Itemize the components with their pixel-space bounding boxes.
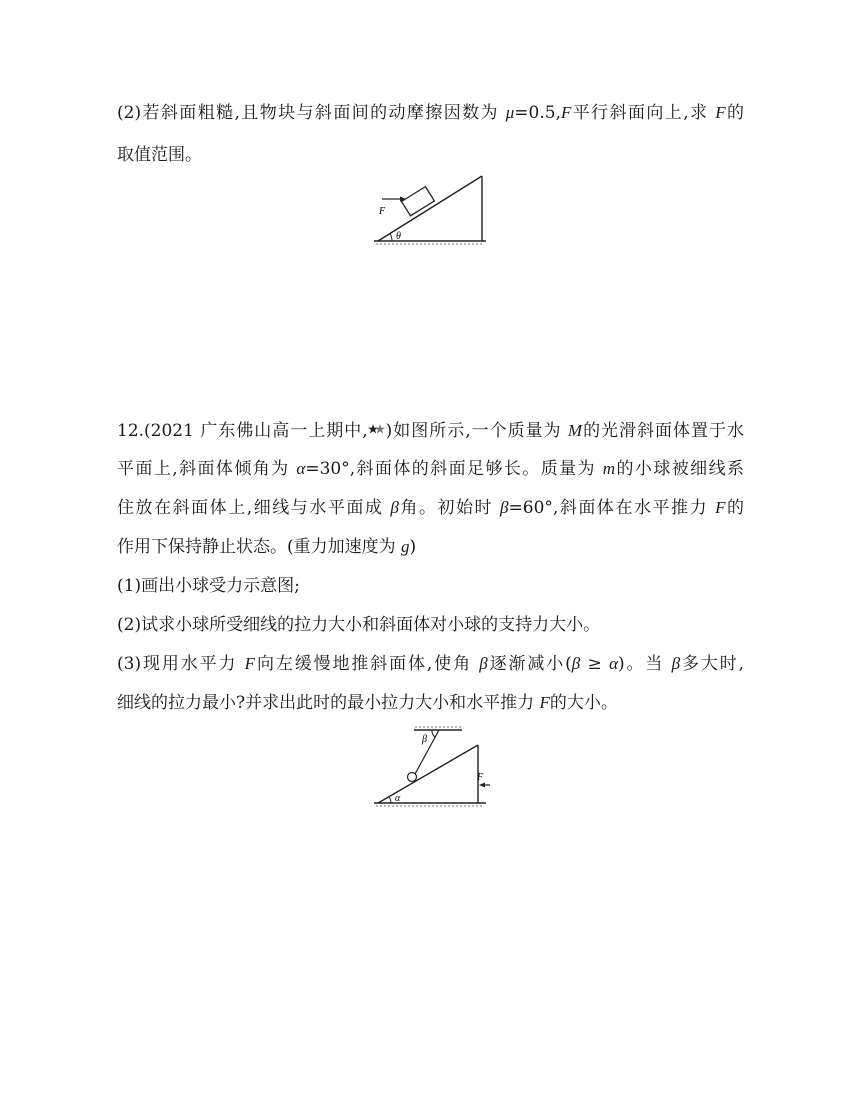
text: 细线的拉力最小?并求出此时的最小拉力大小和水平推力 <box>117 693 540 713</box>
text: 平行斜面向上,求 <box>571 103 716 123</box>
alpha-symbol: α <box>296 459 306 478</box>
ball <box>408 773 417 782</box>
text: )。当 <box>618 654 672 674</box>
incline-slope <box>378 176 482 241</box>
prev-part2-line2: 取值范围。 <box>117 145 202 165</box>
string <box>415 730 439 774</box>
incline-ball-figure <box>370 725 490 810</box>
beta-arc <box>432 730 435 737</box>
p12-question3-line1 <box>117 652 744 676</box>
alpha-arc <box>389 797 391 803</box>
incline-slope <box>378 745 478 803</box>
text: 角。初始时 <box>398 498 501 518</box>
force-symbol: F <box>715 498 726 517</box>
beta-symbol: β <box>390 498 399 517</box>
p12-question2: (2)试求小球所受细线的拉力大小和斜面体对小球的支持力大小。 <box>117 615 601 635</box>
beta-symbol: β <box>479 654 488 673</box>
beta-symbol: β <box>571 654 581 673</box>
g-symbol: g <box>401 537 410 556</box>
text: 逐渐减小( <box>487 654 572 674</box>
push-force-label: F <box>477 772 484 783</box>
text: 如图所示,一个质量为 <box>392 421 568 441</box>
push-arrowhead <box>479 783 485 788</box>
text: ) <box>409 537 417 557</box>
p12-line1 <box>117 419 744 444</box>
text: 的小球被细线系 <box>615 459 745 479</box>
text: 作用下保持静止状态。(重力加速度为 <box>117 537 402 557</box>
beta-symbol: β <box>500 498 509 517</box>
source-close: ) <box>385 421 393 441</box>
p12-question3-line2 <box>117 691 744 715</box>
text: (2)若斜面粗糙,且物块与斜面间的动摩擦因数为 <box>117 103 506 123</box>
text: 的 <box>725 103 745 123</box>
text: 多大时, <box>680 654 745 674</box>
mass-m: m <box>602 459 616 478</box>
text: =30°,斜面体的斜面足够长。质量为 <box>305 459 603 479</box>
text: 住放在斜面体上,细线与水平面成 <box>117 498 391 518</box>
star-icon <box>368 423 386 437</box>
text: 的大小。 <box>549 693 618 713</box>
text: 向左缓慢地推斜面体,使角 <box>255 654 480 674</box>
block <box>402 187 435 216</box>
difficulty-stars <box>368 420 386 444</box>
text: 的光滑斜面体置于水 <box>582 421 744 441</box>
alpha-symbol: α <box>609 654 619 673</box>
p12-line2 <box>117 457 744 481</box>
force-symbol: F <box>244 654 256 673</box>
force-symbol: F <box>715 103 726 122</box>
text: =0.5, <box>514 103 561 123</box>
text: 平面上,斜面体倾角为 <box>117 459 297 479</box>
beta-label: β <box>422 734 427 745</box>
prev-part2-line1 <box>117 101 744 125</box>
text: =60°,斜面体在水平推力 <box>508 498 716 518</box>
p12-line4 <box>117 535 744 559</box>
force-symbol: F <box>560 103 572 122</box>
mu-symbol: μ <box>505 103 515 122</box>
force-symbol: F <box>539 693 550 712</box>
text: ≥ <box>580 654 610 674</box>
theta-arc <box>390 234 392 242</box>
source: (2021 广东佛山高一上期中, <box>144 421 368 441</box>
beta-symbol: β <box>671 654 681 673</box>
mass-M: M <box>567 421 583 440</box>
text: 的 <box>725 498 745 518</box>
force-label: F <box>379 206 386 217</box>
alpha-label: α <box>395 793 401 804</box>
problem-number: 12. <box>117 421 145 441</box>
incline-block-figure <box>370 170 490 250</box>
theta-label: θ <box>396 231 401 242</box>
p12-line3 <box>117 496 744 520</box>
text: (3)现用水平力 <box>117 654 245 674</box>
p12-question1: (1)画出小球受力示意图; <box>117 576 300 596</box>
